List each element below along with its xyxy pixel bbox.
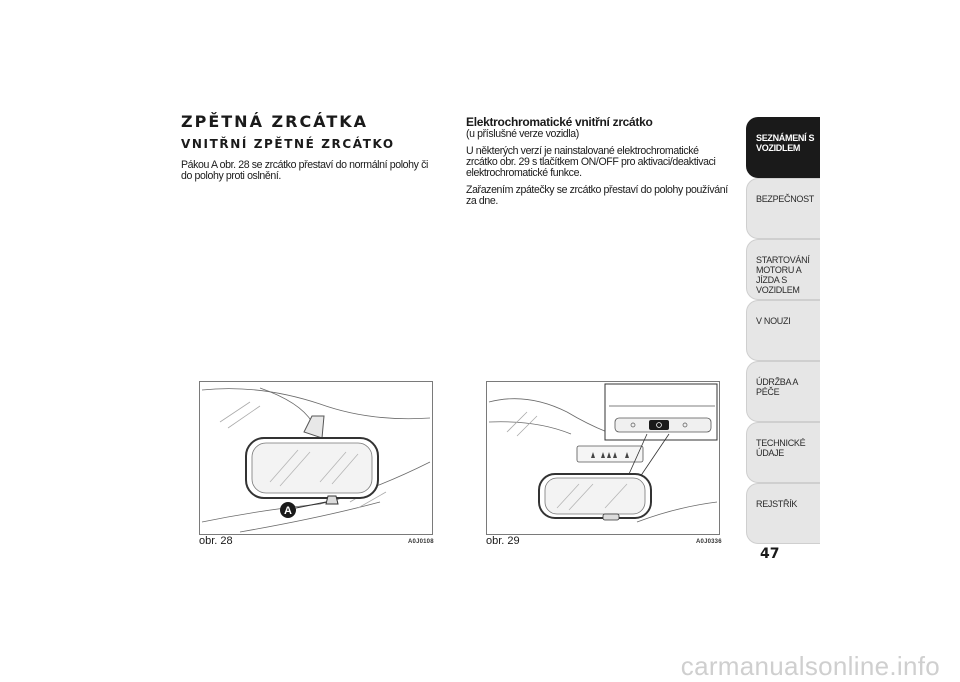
chapter-tabs (746, 117, 820, 544)
tab-label: REJSTŘÍK (756, 499, 798, 509)
right-paragraph-2: Zařazením zpátečky se zrcátko přestaví do polohy používání za dne. (466, 184, 728, 207)
tab-rejstrik[interactable] (746, 483, 820, 544)
left-column (181, 160, 451, 182)
figure-29-code: A0J0336 (696, 539, 722, 545)
tab-label: ÚDRŽBA A PÉČE (756, 377, 798, 397)
tab-label: SEZNÁMENÍ S VOZIDLEM (756, 133, 815, 153)
right-column (466, 116, 741, 213)
left-paragraph: Pákou A obr. 28 se zrcátko přestaví do normální polohy či do polohy proti oslnění. (181, 159, 428, 182)
figure-29-electrochromatic-mirror (486, 381, 720, 535)
tab-udrzba-a-pece[interactable] (746, 361, 820, 422)
figure-28-mirror-lever (199, 381, 433, 535)
figure-28-code: A0J0108 (408, 539, 434, 545)
page-number: 47 (760, 546, 780, 562)
tab-seznameni-s-vozidlem[interactable] (746, 117, 820, 178)
mirror-illustration-29 (487, 382, 719, 534)
tab-label: BEZPEČNOST (756, 194, 815, 204)
on-off-button-detail (649, 420, 669, 430)
tab-label: V NOUZI (756, 316, 791, 326)
section-subtitle: VNITŘNÍ ZPĚTNÉ ZRCÁTKO (181, 137, 395, 151)
watermark-text: carmanualsonline.info (680, 651, 940, 681)
version-note: (u příslušné verze vozidla) (466, 128, 579, 140)
right-paragraph-1: U některých verzí je nainstalované elektrochromatické zrcátko obr. 29 s tlačítkem ON/OFF pro aktivaci/deaktivaci elektrochromatické funkce. (466, 145, 716, 179)
callout-a-label: A (284, 505, 292, 517)
tab-v-nouzi[interactable] (746, 300, 820, 361)
right-heading: Elektrochromatické vnitřní zrcátko (466, 115, 653, 129)
page-title: ZPĚTNÁ ZRCÁTKA (181, 112, 369, 131)
figure-28-caption: obr. 28 (199, 535, 233, 547)
figure-29-caption: obr. 29 (486, 535, 520, 547)
tab-label: STARTOVÁNÍ MOTORU A JÍZDA S VOZIDLEM (756, 255, 810, 295)
tab-bezpecnost[interactable] (746, 178, 820, 239)
mirror-illustration-28 (200, 382, 432, 534)
tab-startovani[interactable] (746, 239, 820, 300)
tab-technicke-udaje[interactable] (746, 422, 820, 483)
tab-label: TECHNICKÉ ÚDAJE (756, 438, 806, 458)
overhead-console (577, 446, 643, 462)
